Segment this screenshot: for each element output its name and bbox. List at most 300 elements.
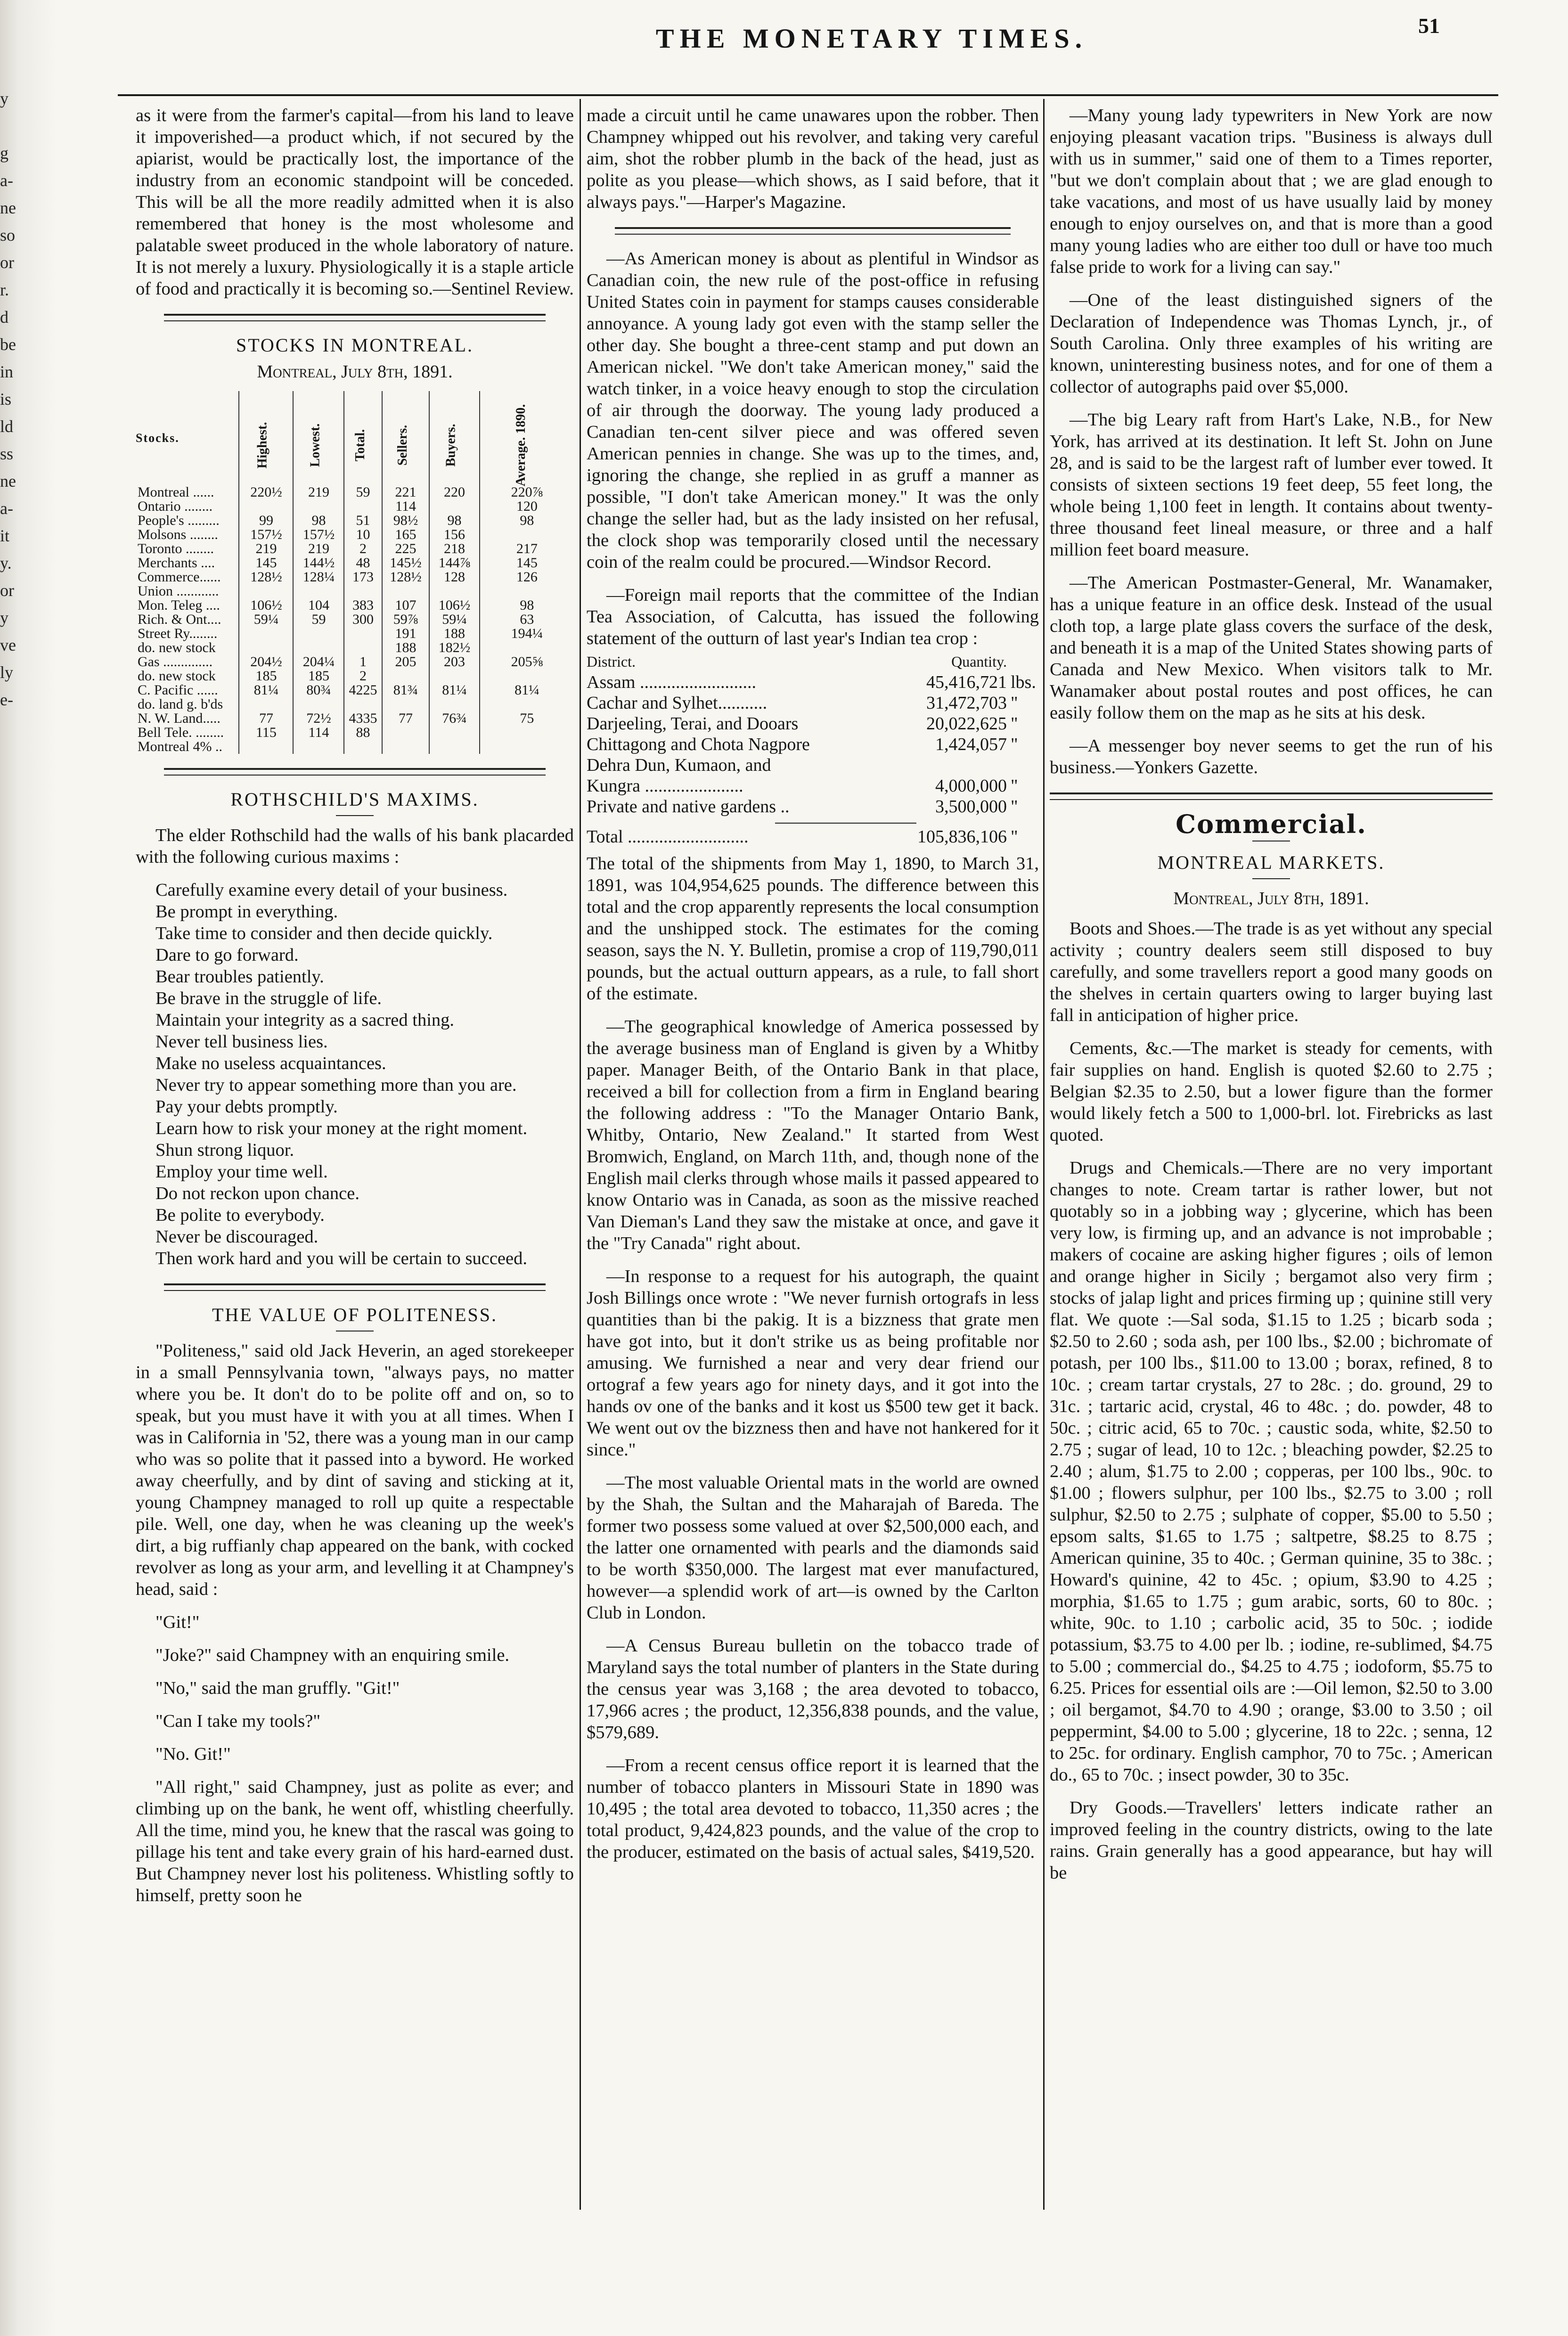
stock-value <box>293 740 344 754</box>
stock-value <box>239 697 293 711</box>
stock-value: 120 <box>480 499 574 514</box>
stock-value <box>239 740 293 754</box>
stock-value <box>344 584 382 598</box>
dialogue-line: "Can I take my tools?" <box>155 1711 321 1731</box>
column-3 <box>1050 105 1493 1895</box>
edge-fragment: or <box>0 581 14 600</box>
section-rule <box>1050 792 1493 800</box>
missouri-item: —From a recent census office report it is learned that the number of tobacco planters in Missouri State in 1890 was 10,495 ; the total area devoted to tobacco, 11,350 acres ; the total product, 9,424,823 pounds, and the value of the crop to the producer, estimated on the basis of actual sales, $419,520. <box>587 1756 1039 1862</box>
stock-value: 128¼ <box>293 570 344 584</box>
stock-name: Montreal ...... <box>138 484 214 500</box>
tea-row <box>587 693 1039 713</box>
stock-value <box>344 499 382 514</box>
header-rule <box>118 94 1498 96</box>
tea-unit <box>1007 755 1039 776</box>
stock-name: do. land g. b'ds <box>138 696 223 712</box>
edge-fragment <box>0 112 14 139</box>
stock-value <box>429 584 479 598</box>
stock-value <box>480 584 574 598</box>
stock-value: 115 <box>239 726 293 740</box>
edge-fragment: r. <box>0 280 9 299</box>
dialogue-lines <box>136 1611 574 1765</box>
stock-value: 220½ <box>239 485 293 499</box>
stock-row <box>136 740 574 754</box>
stock-value <box>293 627 344 641</box>
tea-total-value: 105,836,106 <box>917 827 1007 847</box>
stock-value: 157½ <box>293 528 344 542</box>
stock-value: 165 <box>382 528 430 542</box>
stock-value <box>344 641 382 655</box>
stock-value: 204½ <box>239 655 293 669</box>
stock-value: 59¼ <box>239 613 293 627</box>
section-rule <box>615 227 1011 235</box>
stocks-column-label: Buyers. <box>443 424 458 467</box>
stock-row <box>136 627 574 641</box>
politeness-paragraph-1: "Politeness," said old Jack Heverin, an aged storekeeper in a small Pennsylvania town, "always pays, no matter where you be. It don't do to be polite off and on, so to speak, but you must have it with you at all times. When I was in California in '52, there was a young man in our camp who was so polite that it passed into a byword. He worked away cheerfully, and by dint of saving and sticking at it, young Champney managed to roll up quite a respectable pile. Well, one day, when he was cleaning up the week's dirt, a big ruffianly chap appeared on the bank, with cocked revolver as long as your arm, and levelling it at Champney's head, said : <box>136 1341 574 1599</box>
honey-article-end: as it were from the farmer's capital—from his land to leave it impoverished—a product which, if not secured by the apiarist, would be practically lost, the importance of the industry from an economic standpoint will be conceded. This will be all the more readily admitted when it is also remembered that honey is the most wholesome and palatable sweet produced in the whole laboratory of nature. It is not merely a luxury. Physiologically it is a staple article of food and practically it is becoming so.—Sentinel Review. <box>136 106 574 299</box>
stock-value: 145 <box>239 556 293 570</box>
stock-value: 182½ <box>429 641 479 655</box>
stock-row <box>136 570 574 584</box>
tea-unit: " <box>1011 735 1018 754</box>
tea-table-header <box>587 651 1039 672</box>
stock-value <box>382 697 430 711</box>
typewriters-item: —Many young lady typewriters in New York are now enjoying pleasant vacation trips. "Business is always dull with us in summer," said one of them to a Times reporter, "but we don't complain about that ; we are glad enough to take vacations, and most of us have usually laid by money enough to enjoy ourselves on, and that is more than a good many young ladies who are either too dull or have too much false pride to work for a living can say." <box>1050 106 1493 277</box>
stock-value: 219 <box>239 542 293 556</box>
boots-shoes-report: Boots and Shoes.—The trade is as yet without any special activity ; country dealers seem still disposed to buy carefully, and some travellers report a good many goods on the shelves in certain quarters owing to larger buying last fall in anticipation of higher price. <box>1050 919 1493 1025</box>
edge-fragment: ly <box>0 663 14 682</box>
stock-value: 81¼ <box>429 683 479 697</box>
dialogue-line: "No," said the man gruffly. "Git!" <box>155 1678 400 1698</box>
stocks-column-label: Sellers. <box>395 425 410 466</box>
maxim-item: Do not reckon upon chance. <box>155 1184 359 1203</box>
tea-quantity: 45,416,721 <box>926 672 1007 692</box>
maxim-item: Shun strong liquor. <box>155 1140 294 1160</box>
stock-value: 4225 <box>344 683 382 697</box>
stocks-column-header <box>344 391 382 485</box>
stock-value <box>429 499 479 514</box>
stock-value <box>480 697 574 711</box>
stock-value: 114 <box>293 726 344 740</box>
edge-fragment: e- <box>0 690 13 709</box>
tea-district: Dehra Dun, Kumaon, and <box>587 755 771 775</box>
stock-value: 383 <box>344 598 382 613</box>
tea-quantity: 31,472,703 <box>926 693 1007 713</box>
stock-value: 98½ <box>382 514 430 528</box>
stock-value: 63 <box>480 613 574 627</box>
stock-value: 98 <box>480 598 574 613</box>
tea-row <box>587 734 1039 755</box>
tea-quantity: 4,000,000 <box>935 776 1007 796</box>
dialogue-line: "Git!" <box>155 1612 200 1632</box>
edge-fragment: y <box>0 89 8 108</box>
stocks-table <box>136 391 574 754</box>
stock-value: 114 <box>382 499 430 514</box>
commercial-heading: Commercial. <box>1176 809 1367 839</box>
stock-row <box>136 499 574 514</box>
edge-fragment: is <box>0 390 12 408</box>
census-item: —A Census Bureau bulletin on the tobacco trade of Maryland says the total number of planters in the State during the census year was 3,168 ; the area devoted to tobacco, 17,966 acres ; the product, 12,356,838 pounds, and the value, $579,689. <box>587 1636 1039 1742</box>
stock-row <box>136 697 574 711</box>
stock-row <box>136 641 574 655</box>
stock-row <box>136 598 574 613</box>
tea-row <box>587 713 1039 734</box>
stock-value <box>480 669 574 683</box>
stock-value <box>344 740 382 754</box>
stock-row <box>136 514 574 528</box>
stock-value: 59¼ <box>429 613 479 627</box>
column-2 <box>587 105 1039 1874</box>
stock-row <box>136 528 574 542</box>
maxim-item: Bear troubles patiently. <box>155 967 324 987</box>
edge-fragment: g <box>0 144 8 163</box>
stock-value: 4335 <box>344 711 382 726</box>
stocks-heading: STOCKS IN MONTREAL. <box>236 335 474 356</box>
stock-row <box>136 613 574 627</box>
stock-value: 220⅞ <box>480 485 574 499</box>
stock-value: 185 <box>293 669 344 683</box>
stock-value: 144⅞ <box>429 556 479 570</box>
stock-name: do. new stock <box>138 640 216 655</box>
tea-row <box>587 776 1039 796</box>
stock-value <box>239 499 293 514</box>
stock-value: 2 <box>344 669 382 683</box>
stock-name: Rich. & Ont.... <box>138 612 221 627</box>
stocks-table-body <box>136 485 574 754</box>
stock-row <box>136 542 574 556</box>
stock-value: 185 <box>239 669 293 683</box>
column-1 <box>136 105 574 1918</box>
maxim-item: Be prompt in everything. <box>155 902 338 922</box>
stocks-column-header: Stocks. <box>136 431 180 445</box>
stock-name: Bell Tele. ........ <box>138 725 224 740</box>
stock-name: Molsons ........ <box>138 527 218 542</box>
stock-name: Commerce...... <box>138 569 221 585</box>
maxim-item: Maintain your integrity as a sacred thing. <box>155 1010 455 1030</box>
stock-value: 145 <box>480 556 574 570</box>
billings-item: —In response to a request for his autograph, the quaint Josh Billings once wrote : "We never furnish ortografs in less quantities than bi the pakig. It is a bizzness that grate men have got into, but it don't strike us as being profitable nor amusing. We furnished a near and very dear friend our ortograf a few years ago for ninety days, and it got into the hands ov one of the banks and it kost us $500 tew get it back. We went out ov the bizzness then and have not hankered for it since." <box>587 1266 1039 1460</box>
markets-date: Montreal, July 8th, 1891. <box>1173 889 1369 908</box>
section-rule <box>164 768 546 776</box>
maxim-item: Pay your debts promptly. <box>155 1097 338 1117</box>
stocks-header-row <box>136 391 574 485</box>
politeness-heading: THE VALUE OF POLITENESS. <box>212 1304 498 1325</box>
stock-value: 75 <box>480 711 574 726</box>
maxims-list <box>136 879 574 1269</box>
edge-fragment: it <box>0 526 10 545</box>
stock-row <box>136 683 574 697</box>
stock-value: 76¾ <box>429 711 479 726</box>
tea-total-label: Total ........................... <box>587 827 749 847</box>
maxim-item: Dare to go forward. <box>155 945 299 965</box>
stock-row <box>136 726 574 740</box>
stock-value: 194¼ <box>480 627 574 641</box>
stocks-column-label: Total. <box>353 429 368 462</box>
stock-value: 126 <box>480 570 574 584</box>
stock-value: 1 <box>344 655 382 669</box>
total-rule <box>775 823 916 824</box>
stock-row <box>136 485 574 499</box>
stock-value <box>429 740 479 754</box>
mats-item: —The most valuable Oriental mats in the world are owned by the Shah, the Sultan and the Maharajah of Bareda. The former two possess some valued at over $2,500,000 each, and the latter one ornamented with pearls and the diamonds said to be worth $350,000. The largest mat ever manufactured, however—a splendid work of art—is owned by the Carlton Club in London. <box>587 1473 1039 1623</box>
stock-value: 128½ <box>382 570 430 584</box>
edge-fragment: so <box>0 226 16 245</box>
tea-district: Private and native gardens .. <box>587 797 790 817</box>
politeness-continuation: made a circuit until he came unawares upon the robber. Then Champney whipped out his revolver, and taking very careful aim, shot the robber plumb in the back of the head, just as polite as you please—which shows, as I said before, that it always pays."—Harper's Magazine. <box>587 106 1039 212</box>
tea-intro: —Foreign mail reports that the committee of the Indian Tea Association, of Calcutta, has issued the following statement of the outturn of last year's Indian tea crop : <box>587 585 1039 648</box>
stock-value: 10 <box>344 528 382 542</box>
stock-value: 219 <box>293 542 344 556</box>
stocks-column-header <box>382 391 430 485</box>
edge-fragment: ve <box>0 636 16 654</box>
maxim-item: Take time to consider and then decide quickly. <box>155 923 493 943</box>
edge-fragment: in <box>0 362 14 381</box>
edge-fragment: or <box>0 253 14 272</box>
edge-fragment: ss <box>0 444 14 463</box>
edge-fragment: ne <box>0 472 16 490</box>
section-rule <box>164 1283 546 1291</box>
stock-value <box>239 627 293 641</box>
tea-quantity: 20,022,625 <box>926 714 1007 734</box>
stocks-column-header <box>293 391 344 485</box>
tea-quantity <box>894 755 1007 776</box>
lynch-item: —One of the least distinguished signers of the Declaration of Independence was Thomas Lynch, jr., of South Carolina. Only three examples of his writing are known, uninteresting business notes, and for one of them a collector of autographs paid over $5,000. <box>1050 290 1493 397</box>
stock-value <box>344 627 382 641</box>
stocks-column-header <box>239 391 293 485</box>
tea-table-body <box>587 672 1039 817</box>
tea-crop-table <box>587 651 1039 817</box>
stock-value: 205 <box>382 655 430 669</box>
stocks-column-header <box>429 391 479 485</box>
maxim-item: Then work hard and you will be certain to succeed. <box>155 1249 527 1268</box>
tea-district: Kungra ...................... <box>587 776 743 796</box>
stock-value: 99 <box>239 514 293 528</box>
tea-district: Cachar and Sylhet........... <box>587 693 768 713</box>
stock-value <box>382 726 430 740</box>
postmaster-item: —The American Postmaster-General, Mr. Wanamaker, has a unique feature in an office desk. Instead of the usual cloth top, a large plate glass covers the surface of the desk, and beneath it is a map of the United States showing parts of Canada and New Mexico. When visitors talk to Mr. Wanamaker about postal routes and post offices, he can easily follow them on the map as he sits at his desk. <box>1050 573 1493 723</box>
raft-item: —The big Leary raft from Hart's Lake, N.B., for New York, has arrived at its destination. It left St. John on June 28, and is said to be the largest raft of lumber ever towed. It consists of sixteen sections 19 feet deep, 55 feet long, the whole being 1,100 feet in length. It contains about twenty-three thousand feet lineal measure, or three and a half million feet board measure. <box>1050 410 1493 560</box>
markets-heading: MONTREAL MARKETS. <box>1157 852 1385 873</box>
stock-value: 59 <box>344 485 382 499</box>
column-divider-1 <box>580 99 581 2210</box>
edge-fragment: d <box>0 308 8 327</box>
stock-name: Gas .............. <box>138 654 213 670</box>
stock-value: 188 <box>429 627 479 641</box>
stock-value: 204¼ <box>293 655 344 669</box>
stock-value: 104 <box>293 598 344 613</box>
stock-value: 88 <box>344 726 382 740</box>
tea-total-unit: " <box>1011 827 1018 847</box>
stock-name: N. W. Land..... <box>138 711 220 726</box>
stock-value: 157½ <box>239 528 293 542</box>
stock-value: 221 <box>382 485 430 499</box>
edge-fragment: y <box>0 608 8 627</box>
stock-value <box>382 669 430 683</box>
stock-row <box>136 556 574 570</box>
stock-value: 77 <box>382 711 430 726</box>
stock-value <box>480 726 574 740</box>
tea-district: Darjeeling, Terai, and Dooars <box>587 714 799 734</box>
tea-quantity: 1,424,057 <box>935 735 1007 754</box>
tea-district: Assam .......................... <box>587 672 756 692</box>
stock-value: 191 <box>382 627 430 641</box>
tea-unit: " <box>1011 776 1018 796</box>
tea-row <box>587 796 1039 817</box>
stock-value: 156 <box>429 528 479 542</box>
adjacent-page-fragments <box>0 85 14 713</box>
edge-fragment: be <box>0 335 16 354</box>
tea-row <box>587 755 1039 776</box>
stock-name: Toronto ........ <box>138 541 214 556</box>
stock-value <box>480 740 574 754</box>
stock-value <box>480 641 574 655</box>
stock-value: 80¾ <box>293 683 344 697</box>
geography-item: —The geographical knowledge of America possessed by the average business man of England is given by a Whitby paper. Manager Beith, of the Ontario Bank in that place, received a bill for collection from a firm in England bearing the following address : "To the Manager Ontario Bank, Whitby, Ontario, New Zealand." It started from West Bromwich, England, on March 11th, and, though none of the English mail clerks through whose mails it passed appeared to know Ontario was in Canada, as soon as the missive reached Van Dieman's Land they saw the mistake at once, and gave it the "Try Canada" right about. <box>587 1017 1039 1253</box>
stocks-column-label: Lowest. <box>308 423 323 467</box>
dialogue-line: "Joke?" said Champney with an enquiring smile. <box>155 1645 510 1665</box>
stocks-column-label: Highest. <box>255 422 270 469</box>
edge-fragment: ld <box>0 417 14 436</box>
tea-quantity: 3,500,000 <box>935 797 1007 817</box>
stock-value: 72½ <box>293 711 344 726</box>
tea-header-quantity: Quantity. <box>951 653 1007 670</box>
stock-row <box>136 584 574 598</box>
stock-value <box>239 584 293 598</box>
stock-value <box>293 641 344 655</box>
edge-fragment: a- <box>0 171 13 190</box>
newspaper-title: THE MONETARY TIMES. <box>655 23 1088 54</box>
stock-value: 77 <box>239 711 293 726</box>
heading-rule <box>1252 878 1290 879</box>
tea-unit: lbs. <box>1011 672 1036 692</box>
stock-value: 145½ <box>382 556 430 570</box>
section-rule <box>164 314 546 321</box>
stock-value: 81¼ <box>239 683 293 697</box>
stock-value: 144½ <box>293 556 344 570</box>
tea-total-row <box>587 826 1039 847</box>
stock-name: Montreal 4% .. <box>138 739 222 754</box>
stock-value: 98 <box>429 514 479 528</box>
stock-value: 173 <box>344 570 382 584</box>
stock-value: 48 <box>344 556 382 570</box>
stock-value: 106½ <box>429 598 479 613</box>
stock-value: 220 <box>429 485 479 499</box>
stock-value <box>293 697 344 711</box>
maxim-item: Be brave in the struggle of life. <box>155 988 382 1008</box>
maxims-intro: The elder Rothschild had the walls of his bank placarded with the following curious maxims : <box>136 825 574 867</box>
cements-report: Cements, &c.—The market is steady for cements, with fair supplies on hand. English is quoted $2.60 to 2.75 ; Belgian $2.35 to 2.50, but a lower figure than the former would likely fetch a 500 to 1,000-brl. lot. Firebricks as last quoted. <box>1050 1038 1493 1145</box>
politeness-paragraph-2: "All right," said Champney, just as polite as ever; and climbing up on the bank, he went off, whistling cheerfully. All the time, mind you, he knew that the rascal was going to pillage his tent and take every grain of his hard-earned dust. But Champney never lost his politeness. Whistling softly to himself, pretty soon he <box>136 1777 574 1905</box>
stock-name: Mon. Teleg .... <box>138 597 220 613</box>
stock-value: 300 <box>344 613 382 627</box>
stocks-date: Montreal, July 8th, 1891. <box>257 362 453 382</box>
stock-name: Merchants .... <box>138 555 215 571</box>
edge-fragment: a- <box>0 499 13 518</box>
stock-value: 81¾ <box>382 683 430 697</box>
maxim-item: Carefully examine every detail of your business. <box>155 880 508 900</box>
stock-value: 218 <box>429 542 479 556</box>
stock-value: 205⅝ <box>480 655 574 669</box>
stock-value <box>429 697 479 711</box>
stock-value: 128 <box>429 570 479 584</box>
stock-value: 128½ <box>239 570 293 584</box>
stock-name: Union ............ <box>138 583 219 599</box>
edge-fragment: y. <box>0 554 12 572</box>
maxim-item: Never be discouraged. <box>155 1227 318 1247</box>
stock-value: 188 <box>382 641 430 655</box>
maxim-item: Employ your time well. <box>155 1162 328 1182</box>
stock-value: 106½ <box>239 598 293 613</box>
dry-goods-report: Dry Goods.—Travellers' letters indicate rather an improved feeling in the country districts, owing to the late rains. Grain generally has a good appearance, but hay will be <box>1050 1798 1493 1883</box>
tea-unit: " <box>1011 797 1018 817</box>
tea-total-table <box>587 826 1039 847</box>
messenger-item: —A messenger boy never seems to get the run of his business.—Yonkers Gazette. <box>1050 736 1493 777</box>
tea-header-district: District. <box>587 653 636 670</box>
stock-value: 217 <box>480 542 574 556</box>
stock-value: 225 <box>382 542 430 556</box>
stock-name: Ontario ........ <box>138 498 213 514</box>
tea-unit: " <box>1011 714 1018 734</box>
tea-unit: " <box>1011 693 1018 713</box>
stock-value: 203 <box>429 655 479 669</box>
column-divider-2 <box>1043 99 1045 2210</box>
stock-value: 59⅞ <box>382 613 430 627</box>
maxim-item: Never try to appear something more than you are. <box>155 1075 517 1095</box>
stock-value: 2 <box>344 542 382 556</box>
tea-row <box>587 672 1039 693</box>
stocks-column-header <box>480 391 574 485</box>
stock-row <box>136 711 574 726</box>
stock-row <box>136 655 574 669</box>
stock-name: C. Pacific ...... <box>138 682 218 698</box>
stock-value <box>239 641 293 655</box>
page-number: 51 <box>1418 14 1440 38</box>
stock-value <box>480 528 574 542</box>
tea-district: Chittagong and Chota Nagpore <box>587 735 810 754</box>
stock-value <box>429 726 479 740</box>
maxim-item: Never tell business lies. <box>155 1032 328 1052</box>
stock-value: 107 <box>382 598 430 613</box>
stocks-column-label: Average. 1890. <box>513 404 528 487</box>
stock-name: People's ......... <box>138 513 220 528</box>
stock-name: do. new stock <box>138 668 216 684</box>
drugs-chemicals-report: Drugs and Chemicals.—There are no very important changes to note. Cream tartar is rather lower, but not quotably so in a jobbing way ; glycerine, which has been very low, is firming up, and an advance is not improbable ; makers of cocaine are asking higher figures ; oils of lemon and orange higher in Sicily ; bergamot also very firm ; stocks of jalap light and prices firming up ; quinine still very flat. We quote :—Sal soda, $1.15 to 1.25 ; bicarb soda ; $2.50 to 2.60 ; soda ash, per 100 lbs., $2.00 ; bichromate of potash, per 100 lbs., $11.00 to 13.00 ; borax, refined, 8 to 10c. ; cream tartar crystals, 27 to 28c. ; do. ground, 29 to 31c. ; tartaric acid, crystal, 46 to 48c. ; do. powder, 48 to 50c. ; citric acid, 65 to 70c. ; caustic soda, white, $2.50 to 2.75 ; sugar of lead, 10 to 12c. ; bleaching powder, $2.25 to 2.40 ; alum, $1.75 to 2.00 ; copperas, per 100 lbs., 90c. to $1.00 ; flowers sulphur, per 100 lbs., $2.75 to 3.00 ; roll sulphur, $2.50 to 2.75 ; sulphate of copper, $5.00 to 5.50 ; epsom salts, $1.65 to 1.75 ; saltpetre, $8.25 to 8.75 ; American quinine, 35 to 40c. ; German quinine, 35 to 38c. ; Howard's quinine, 42 to 45c. ; opium, $3.90 to 4.25 ; morphia, $1.65 to 1.75 ; gum arabic, sorts, 60 to 80c. ; white, 90c. to 1.10 ; carbolic acid, 35 to 50c. ; iodide potassium, $3.75 to 4.00 per lb. ; iodine, re-sublimed, $4.75 to 5.00 ; commercial do., $4.25 to 4.75 ; iodoform, $5.75 to 6.25. Prices for essential oils are :—Oil lemon, $2.50 to 3.00 ; oil bergamot, $4.70 to 4.90 ; orange, $3.00 to 3.50 ; oil peppermint, $4.00 to 5.00 ; glycerine, 18 to 22c. ; senna, 12 to 25c. for ordinary. English camphor, 70 to 75c. ; American do., 65 to 70c. ; insect powder, 30 to 35c. <box>1050 1158 1493 1785</box>
maxim-item: Make no useless acquaintances. <box>155 1054 386 1073</box>
stock-value <box>429 669 479 683</box>
maxims-heading: ROTHSCHILD'S MAXIMS. <box>230 789 479 810</box>
tea-shipments: The total of the shipments from May 1, 1890, to March 31, 1891, was 104,954,625 pounds. The difference between this total and the crop apparently represents the local consumption and the unshipped stock. The estimates for the coming season, says the N. Y. Bulletin, promise a crop of 119,790,011 pounds, but the actual outturn appears, as a rule, to fall short of the estimate. <box>587 854 1039 1004</box>
stock-value: 81¼ <box>480 683 574 697</box>
stock-value <box>293 499 344 514</box>
stock-value <box>293 584 344 598</box>
stock-value <box>382 584 430 598</box>
stock-value: 98 <box>480 514 574 528</box>
maxim-item: Be polite to everybody. <box>155 1205 325 1225</box>
dialogue-line: "No. Git!" <box>155 1744 231 1764</box>
maxim-item: Learn how to risk your money at the right moment. <box>155 1119 528 1138</box>
stock-value: 59 <box>293 613 344 627</box>
stock-value <box>344 697 382 711</box>
windsor-item: —As American money is about as plentiful in Windsor as Canadian coin, the new rule of the post-office in refusing United States coin in payment for stamps causes considerable annoyance. A young lady got even with the stamp seller the other day. She bought a three-cent stamp and put down an American nickel. "We don't take American money," said the watch tinker, in a voice heavy enough to stop the circulation of air through the doorway. The young lady produced a Canadian ten-cent silver piece and was offered seven American pennies in change. She was up to the times, and, ignoring the change, she replied in as gruff a manner as possible, "I don't take American money." It was the only change the seller had, but as the lady insisted on her refusal, the clock shop was temporarily closed until the necessary coin of the realm could be procured.—Windsor Record. <box>587 249 1039 572</box>
heading-rule <box>336 815 374 816</box>
stock-name: Street Ry........ <box>138 626 218 641</box>
edge-fragment: ne <box>0 198 16 217</box>
stock-value: 219 <box>293 485 344 499</box>
stock-row <box>136 669 574 683</box>
stock-value: 98 <box>293 514 344 528</box>
stock-value: 51 <box>344 514 382 528</box>
stock-value <box>382 740 430 754</box>
